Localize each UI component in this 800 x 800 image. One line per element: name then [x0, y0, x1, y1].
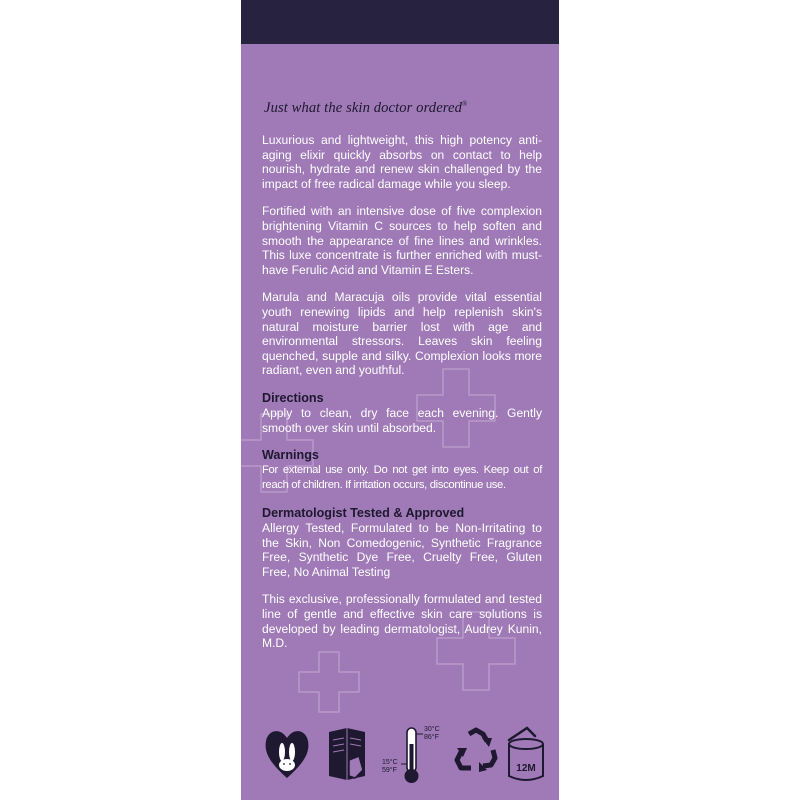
dermatologist-text: Allergy Tested, Formulated to be Non-Irritating to the Skin, Non Comedogenic, Synthetic Fragrance Free, Synthetic Dye Free, Cruelty Free, Gluten Free, No Animal Testing: [262, 521, 542, 579]
icon-row: [241, 722, 559, 792]
product-box-panel: [241, 0, 559, 800]
tagline: Just what the skin doctor ordered®: [264, 100, 468, 116]
recycle-icon: [451, 726, 501, 778]
pao-label: 12M: [516, 763, 536, 774]
warnings-text: For external use only. Do not get into eyes. Keep out of reach of children. If irritation occurs, discontinue use.: [262, 464, 542, 492]
read-leaflet-book-icon: [325, 726, 369, 782]
temp-high-f: 86°F: [424, 734, 439, 741]
directions-text: Apply to clean, dry face each evening. Gently smooth over skin until absorbed.: [262, 405, 542, 435]
description-paragraph-3: Marula and Maracuja oils provide vital essential youth renewing lipids and help replenish skin's natural moisture barrier lost with age and environmental stressors. Leaves skin feeling quenched, supple and silky. Complexion looks more radiant, even and youthful.: [262, 290, 542, 378]
top-band: [241, 0, 559, 44]
closing-paragraph: This exclusive, professionally formulated and tested line of gentle and effective skin care solutions is developed by leading dermatologist, Audrey Kunin, M.D.: [262, 592, 542, 651]
warnings-heading: Warnings: [262, 448, 319, 463]
temp-low-c: 15°C: [382, 759, 398, 766]
description-paragraph-1: Luxurious and lightweight, this high potency anti-aging elixir quickly absorbs on contact to help nourish, hydrate and renew skin challenged by the impact of free radical damage while you sleep.: [262, 133, 542, 191]
dermatologist-heading: Dermatologist Tested & Approved: [262, 506, 465, 521]
temp-low-f: 59°F: [382, 767, 397, 774]
directions-heading: Directions: [262, 390, 324, 405]
description-paragraph-2: Fortified with an intensive dose of five complexion brightening Vitamin C sources to help soften and smooth the appearance of fine lines and wrinkles. This luxe concentrate is further enriched with must-have Ferulic Acid and Vitamin E Esters.: [262, 204, 542, 277]
cruelty-free-bunny-heart-icon: [263, 722, 311, 782]
description-content: [262, 100, 542, 664]
temp-high-c: 30°C: [424, 726, 440, 733]
period-after-opening-jar-icon: [503, 724, 549, 786]
thermometer-icon: [381, 722, 443, 788]
